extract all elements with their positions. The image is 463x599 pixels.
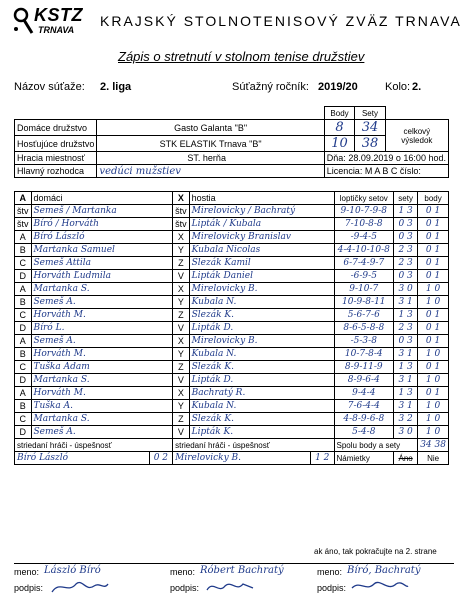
match-row	[15, 387, 449, 400]
row-away-slot: V	[173, 322, 190, 335]
row-home-player: Bíró / Horváth	[31, 218, 173, 231]
home-letter: A	[15, 192, 32, 205]
body-column-header: body	[418, 192, 449, 205]
row-home-slot: A	[15, 283, 32, 296]
row-home-slot: A	[15, 231, 32, 244]
row-sets: 0 3	[394, 231, 418, 244]
home-sign-label: podpis:	[14, 583, 44, 593]
referee-label: Hlavný rozhodca	[15, 165, 97, 178]
row-set-scores: 6-7-4-9-7	[334, 257, 394, 270]
row-points: 1 0	[418, 413, 449, 426]
row-home-slot: C	[15, 361, 32, 374]
row-home-slot: D	[15, 322, 32, 335]
row-sets: 3 2	[394, 413, 418, 426]
row-away-player: Bachratý R.	[189, 387, 334, 400]
away-name-label: meno:	[170, 567, 196, 577]
row-away-slot: V	[173, 426, 190, 439]
row-away-slot: Y	[173, 244, 190, 257]
objections-no: Nie	[418, 452, 449, 465]
row-set-scores: 4-4-10-10-8	[334, 244, 394, 257]
row-set-scores: 8-6-5-8-8	[334, 322, 394, 335]
sub-away-score: 1 2	[310, 452, 334, 465]
row-points: 1 0	[418, 348, 449, 361]
row-sets: 3 0	[394, 426, 418, 439]
row-home-player: Martanka Samuel	[31, 244, 173, 257]
row-home-player: Semeš / Martanka	[31, 205, 173, 218]
date-label: Dňa:	[326, 153, 346, 163]
round-label: Kolo:	[385, 81, 411, 93]
row-points: 0 1	[418, 335, 449, 348]
row-set-scores: 8-9-11-9	[334, 361, 394, 374]
row-points: 0 1	[418, 309, 449, 322]
row-home-player: Bíró László	[31, 231, 173, 244]
substitutes-label-away: striedaní hráči - úspešnosť	[173, 439, 334, 452]
row-away-slot: X	[173, 283, 190, 296]
row-points: 1 0	[418, 283, 449, 296]
organization-name: KRAJSKÝ STOLNOTENISOVÝ ZVÄZ TRNAVA	[100, 13, 462, 29]
match-row	[15, 244, 449, 257]
venue-cell	[97, 152, 324, 165]
body-header: Body	[324, 107, 354, 120]
away-total-body: 10	[324, 136, 354, 152]
competition-label: Názov súťaže:	[14, 81, 85, 93]
row-away-slot: Z	[173, 361, 190, 374]
row-set-scores: 10-7-8-4	[334, 348, 394, 361]
away-header: hostia	[189, 192, 334, 205]
row-home-slot: D	[15, 270, 32, 283]
row-points: 1 0	[418, 400, 449, 413]
away-letter: X	[173, 192, 190, 205]
row-set-scores: 10-9-8-11	[334, 296, 394, 309]
match-row	[15, 413, 449, 426]
row-set-scores: 7-6-4-4	[334, 400, 394, 413]
home-name-label: meno:	[14, 567, 40, 577]
row-points: 1 0	[418, 296, 449, 309]
match-row	[15, 426, 449, 439]
home-team-name: Gasto Galanta "B"	[97, 120, 324, 136]
match-row	[15, 361, 449, 374]
row-set-scores: 8-9-6-4	[334, 374, 394, 387]
row-home-player: Horváth M.	[31, 387, 173, 400]
row-home-slot: B	[15, 244, 32, 257]
row-home-player: Martanka S.	[31, 413, 173, 426]
row-home-slot: D	[15, 374, 32, 387]
row-away-slot: X	[173, 335, 190, 348]
match-row	[15, 205, 449, 218]
row-home-slot: D	[15, 426, 32, 439]
row-home-slot: C	[15, 257, 32, 270]
row-sets: 2 3	[394, 244, 418, 257]
row-set-scores: 9-10-7-9-8	[334, 205, 394, 218]
hour-label: hod.	[428, 153, 446, 163]
row-sets: 1 3	[394, 205, 418, 218]
row-set-scores: -6-9-5	[334, 270, 394, 283]
row-away-slot: Y	[173, 348, 190, 361]
row-sets: 1 3	[394, 309, 418, 322]
date-value: 28.09.2019	[348, 153, 394, 163]
away-signature-scribble	[205, 578, 255, 596]
matches-table	[14, 191, 449, 465]
row-home-player: Martanka S.	[31, 283, 173, 296]
objections-label: Námietky	[334, 452, 394, 465]
row-set-scores: -5-3-8	[334, 335, 394, 348]
away-signer: Róbert Bachratý	[200, 565, 284, 576]
licence-label: Licencia:	[326, 166, 363, 176]
row-away-player: Slezák K.	[189, 361, 334, 374]
row-sets: 3 1	[394, 374, 418, 387]
row-away-slot: Y	[173, 400, 190, 413]
row-sets: 0 3	[394, 335, 418, 348]
sety-header: Sety	[355, 107, 385, 120]
row-away-player: Kubala Nicolas	[189, 244, 334, 257]
row-points: 0 1	[418, 387, 449, 400]
row-points: 0 1	[418, 244, 449, 257]
match-row	[15, 218, 449, 231]
match-row	[15, 309, 449, 322]
row-away-slot: štv	[173, 205, 190, 218]
total-result-label: celkový výsledok	[385, 120, 448, 152]
row-points: 1 0	[418, 426, 449, 439]
row-sets: 3 1	[394, 348, 418, 361]
row-away-player: Lipták K.	[189, 426, 334, 439]
row-home-player: Semeš Attila	[31, 257, 173, 270]
row-sets: 2 3	[394, 322, 418, 335]
row-away-player: Lipták D.	[189, 374, 334, 387]
row-points: 0 1	[418, 231, 449, 244]
row-points: 0 1	[418, 218, 449, 231]
referee-name: vedúci mužstiev	[97, 165, 324, 178]
row-points: 0 1	[418, 257, 449, 270]
row-home-slot: štv	[15, 218, 32, 231]
home-team-label: Domáce družstvo	[15, 120, 97, 136]
row-away-slot: X	[173, 387, 190, 400]
row-away-slot: X	[173, 231, 190, 244]
row-home-slot: C	[15, 309, 32, 322]
row-set-scores: 5-4-8	[334, 426, 394, 439]
licence-options: M A B C	[364, 166, 398, 176]
away-sign-label: podpis:	[170, 583, 200, 593]
match-row	[15, 270, 449, 283]
row-away-player: Mirelovicky / Bachratý	[189, 205, 334, 218]
time-value: 16:00	[403, 153, 426, 163]
ref-name-label: meno:	[317, 567, 343, 577]
venue-value: ST. herňa	[187, 153, 226, 163]
competition-value: 2. liga	[100, 81, 132, 93]
row-away-player: Kubala N.	[189, 400, 334, 413]
venue-label: Hracia miestnosť	[15, 152, 97, 165]
row-away-player: Lipták / Kubala	[189, 218, 334, 231]
home-header: domáci	[31, 192, 173, 205]
kstz-logo	[12, 5, 92, 45]
match-row	[15, 335, 449, 348]
row-home-slot: C	[15, 413, 32, 426]
match-rows	[15, 205, 449, 439]
row-away-slot: Z	[173, 309, 190, 322]
row-away-player: Mirelovicky Branislav	[189, 231, 334, 244]
row-home-player: Horváth M.	[31, 309, 173, 322]
row-away-slot: V	[173, 374, 190, 387]
row-set-scores: 9-4-4	[334, 387, 394, 400]
sub-home-score: 0 2	[149, 452, 172, 465]
row-away-player: Lipták Daniel	[189, 270, 334, 283]
ref-signer: Bíró, Bachratý	[347, 565, 421, 576]
row-away-player: Slezák K.	[189, 413, 334, 426]
ref-sign-label: podpis:	[317, 583, 347, 593]
row-home-slot: štv	[15, 205, 32, 218]
totals-label: Spolu body a sety	[334, 439, 418, 452]
home-signature-scribble	[50, 578, 110, 596]
row-home-player: Semeš A.	[31, 335, 173, 348]
sety-column-header: sety	[394, 192, 418, 205]
time-label: o	[395, 153, 401, 163]
row-sets: 0 3	[394, 218, 418, 231]
row-sets: 3 0	[394, 283, 418, 296]
row-away-slot: Z	[173, 413, 190, 426]
sub-away-name: Mirelovicky B.	[173, 452, 311, 465]
ref-signature-scribble	[350, 578, 410, 596]
row-away-player: Slezák K.	[189, 309, 334, 322]
row-away-player: Mirelovicky B.	[189, 335, 334, 348]
date-cell	[324, 152, 448, 165]
number-label: číslo:	[399, 166, 421, 176]
away-team-name: STK ELASTIK Trnava "B"	[97, 136, 324, 152]
row-home-slot: B	[15, 296, 32, 309]
row-away-player: Slezák Kamil	[189, 257, 334, 270]
row-home-player: Semeš A.	[31, 296, 173, 309]
row-sets: 1 3	[394, 361, 418, 374]
row-home-slot: A	[15, 387, 32, 400]
row-points: 0 1	[418, 205, 449, 218]
match-row	[15, 283, 449, 296]
row-away-player: Kubala N.	[189, 348, 334, 361]
row-home-player: Horváth M.	[31, 348, 173, 361]
match-row	[15, 296, 449, 309]
away-total-sety: 38	[355, 136, 385, 152]
match-info-table	[14, 106, 449, 178]
row-points: 0 1	[418, 270, 449, 283]
row-home-player: Horváth Ľudmila	[31, 270, 173, 283]
sub-home-name: Bíró László	[15, 452, 150, 465]
row-set-scores: -9-4-5	[334, 231, 394, 244]
season-value: 2019/20	[318, 81, 358, 93]
row-home-player: Martanka S.	[31, 374, 173, 387]
season-label: Súťažný ročník:	[232, 81, 309, 93]
row-sets: 1 3	[394, 387, 418, 400]
licence-cell	[324, 165, 448, 178]
row-away-player: Lipták D.	[189, 322, 334, 335]
row-sets: 3 1	[394, 296, 418, 309]
table-tennis-icon	[12, 7, 34, 35]
row-home-slot: B	[15, 348, 32, 361]
row-away-slot: V	[173, 270, 190, 283]
row-set-scores: 4-8-9-6-8	[334, 413, 394, 426]
row-set-scores: 5-6-7-6	[334, 309, 394, 322]
row-home-player: Semeš A.	[31, 426, 173, 439]
row-home-slot: B	[15, 400, 32, 413]
row-points: 1 0	[418, 374, 449, 387]
round-value: 2.	[412, 81, 422, 93]
home-signer: László Bíró	[44, 565, 101, 576]
match-row	[15, 322, 449, 335]
row-points: 0 1	[418, 322, 449, 335]
match-row	[15, 348, 449, 361]
match-row	[15, 231, 449, 244]
row-home-slot: A	[15, 335, 32, 348]
row-home-player: Tuška Adam	[31, 361, 173, 374]
away-team-label: Hosťujúce družstvo	[15, 136, 97, 152]
substitutes-label-home: striedaní hráči - úspešnosť	[15, 439, 173, 452]
row-away-player: Mirelovicky B.	[189, 283, 334, 296]
row-home-player: Tuška A.	[31, 400, 173, 413]
row-sets: 0 3	[394, 270, 418, 283]
logo-sub: TRNAVA	[38, 25, 75, 35]
row-away-slot: Y	[173, 296, 190, 309]
row-set-scores: 7-10-8-8	[334, 218, 394, 231]
row-away-slot: štv	[173, 218, 190, 231]
home-total-body: 8	[324, 120, 354, 136]
row-away-slot: Z	[173, 257, 190, 270]
logo-name: KSTZ	[34, 5, 83, 25]
row-away-player: Kubala N.	[189, 296, 334, 309]
match-row	[15, 374, 449, 387]
row-set-scores: 9-10-7	[334, 283, 394, 296]
match-row	[15, 257, 449, 270]
signature-rule	[14, 563, 454, 564]
sets-header: loptičky setov	[334, 192, 394, 205]
row-home-player: Bíró L.	[31, 322, 173, 335]
home-total-sety: 34	[355, 120, 385, 136]
row-sets: 2 3	[394, 257, 418, 270]
totals-sets: 34 38	[418, 439, 449, 452]
objections-yes: Áno	[394, 452, 418, 465]
match-row	[15, 400, 449, 413]
row-sets: 3 1	[394, 400, 418, 413]
document-title: Zápis o stretnutí v stolnom tenise družstiev	[118, 49, 365, 64]
row-points: 0 1	[418, 361, 449, 374]
continued-note: ak áno, tak pokračujte na 2. strane	[314, 547, 437, 556]
